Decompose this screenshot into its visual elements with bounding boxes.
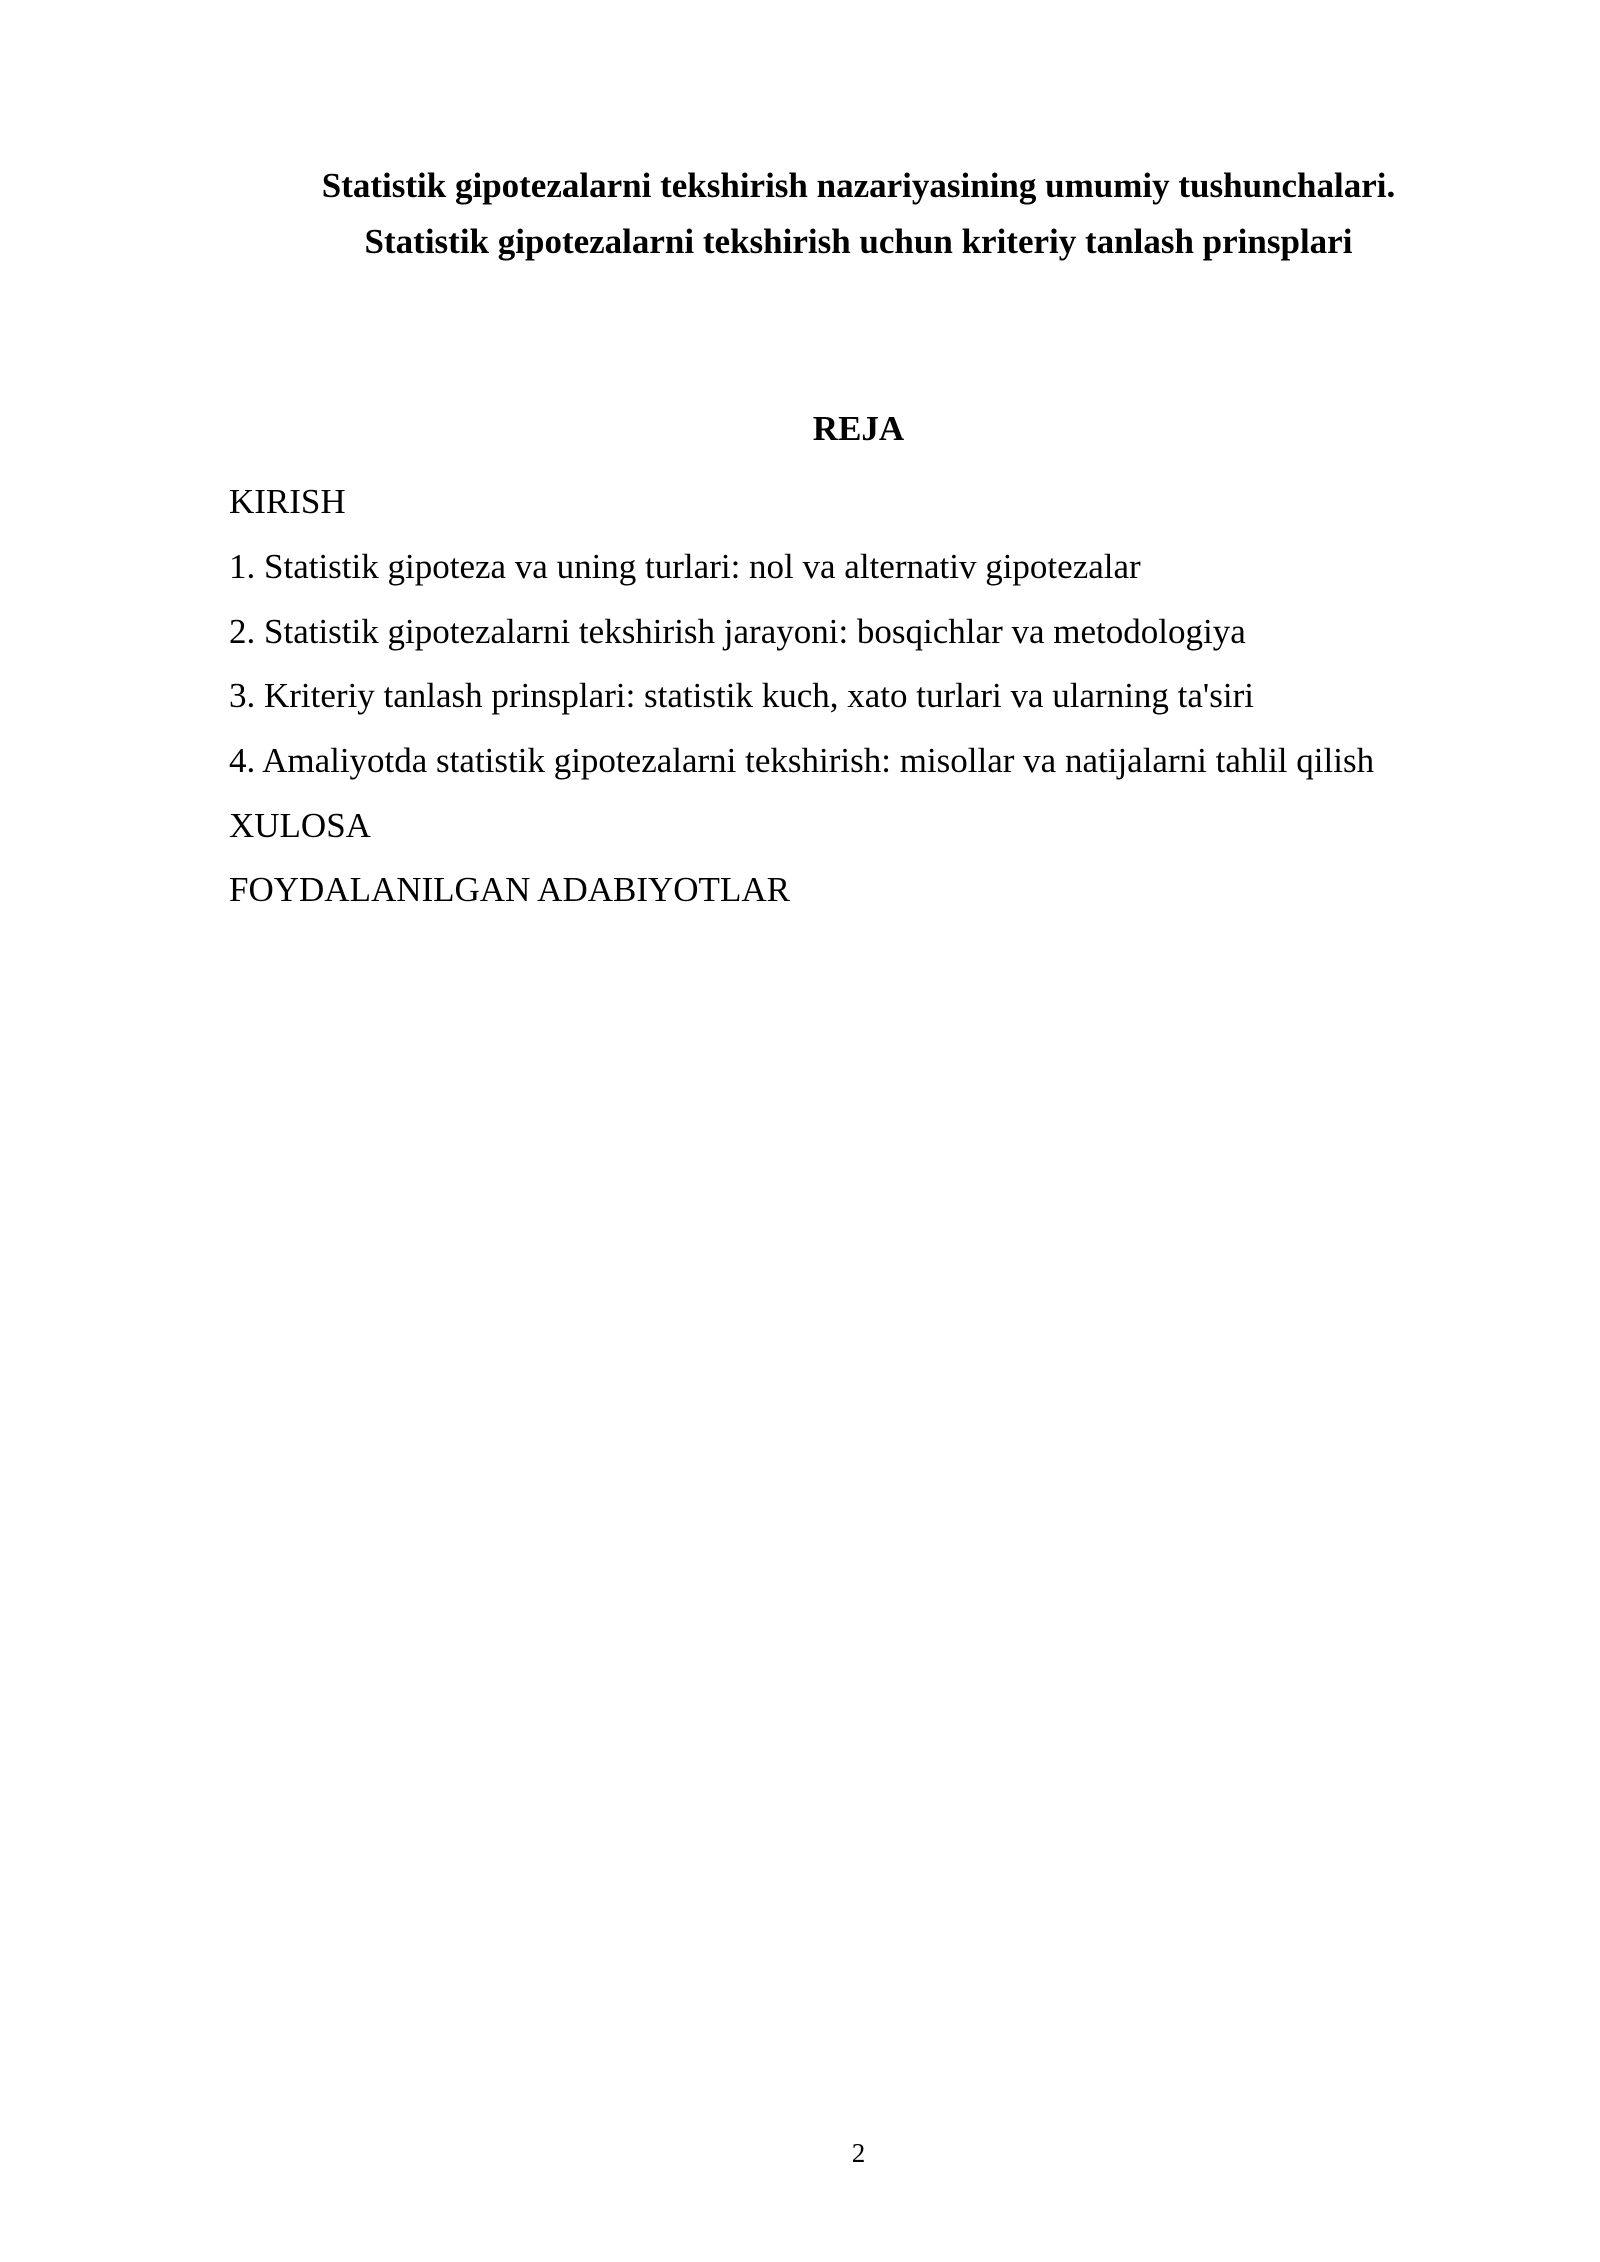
plan-item-references: FOYDALANILGAN ADABIYOTLAR: [229, 870, 790, 909]
page-number: 2: [851, 2138, 866, 2168]
plan-item-4: 4. Amaliyotda statistik gipotezalarni tekshirish: misollar va natijalarni tahlil qilish: [229, 741, 1375, 780]
plan-item-2: 2. Statistik gipotezalarni tekshirish jarayoni: bosqichlar va metodologiya: [229, 612, 1246, 651]
plan-item-conclusion: XULOSA: [229, 806, 371, 845]
plan-heading: REJA: [812, 409, 905, 448]
document-title-line-1: Statistik gipotezalarni tekshirish nazariyasining umumiy tushunchalari.: [321, 166, 1396, 205]
plan-item-1: 1. Statistik gipoteza va uning turlari: nol va alternativ gipotezalar: [229, 547, 1141, 586]
document-title-line-2: Statistik gipotezalarni tekshirish uchun kriteriy tanlash prinsplari: [364, 222, 1353, 261]
plan-item-3: 3. Kriteriy tanlash prinsplari: statistik kuch, xato turlari va ularning ta'siri: [229, 676, 1254, 715]
plan-item-intro: KIRISH: [229, 482, 346, 521]
